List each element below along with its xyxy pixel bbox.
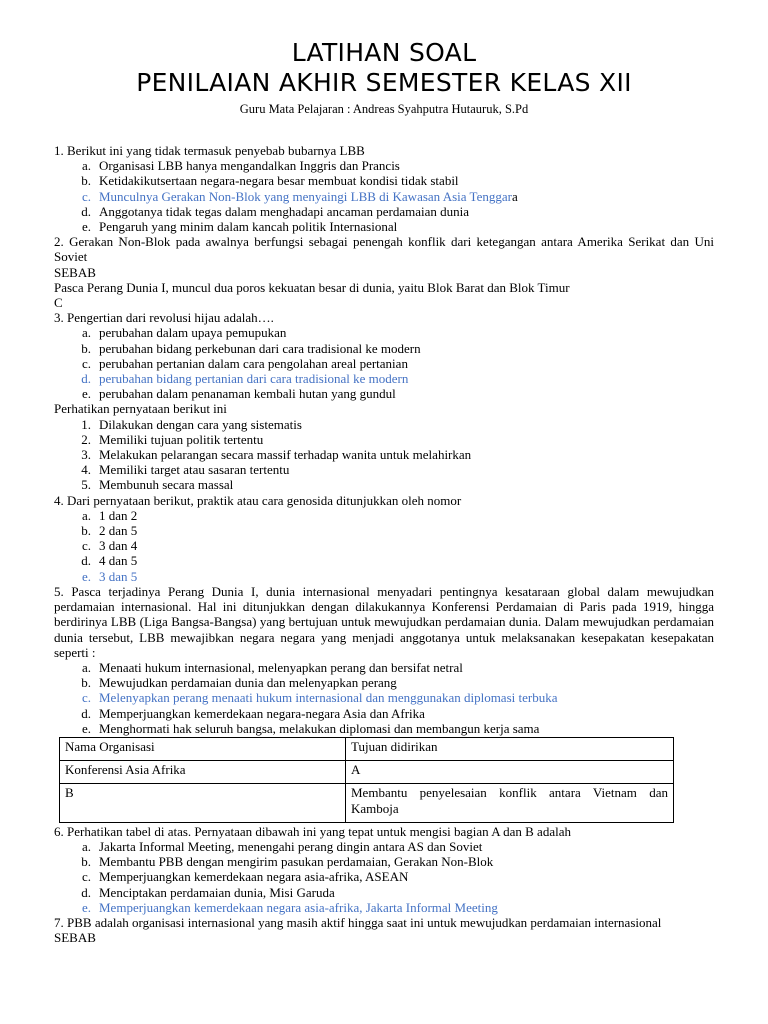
table-row [60,784,674,822]
q6-option-d: d. Menciptakan perdamaian dunia, Misi Garuda [81,884,335,900]
statements-intro: Perhatikan pernyataan berikut ini [54,401,227,417]
page-title [54,38,714,98]
table-cell: B [60,784,346,822]
question-2-statement: 2. Gerakan Non-Blok pada awalnya berfungsi sebagai penengah konflik dari ketegangan antara Amerika Serikat dan Uni Soviet [54,234,714,265]
question-7-statement: 7. PBB adalah organisasi internasional yang masih aktif hingga saat ini untuk mewujudkan perdamaian internasional [54,914,662,930]
teacher-line: Guru Mata Pelajaran : Andreas Syahputra Hutauruk, S.Pd [239,102,529,116]
statement-item-4: 4. Memiliki target atau sasaran tertentu [81,462,290,478]
q4-option-d: d. 4 dan 5 [81,553,138,569]
question-2-reason: Pasca Perang Dunia I, muncul dua poros kekuatan besar di dunia, yaitu Blok Barat dan Blok Timur [54,279,570,295]
question-4: 4. Dari pernyataan berikut, praktik atau cara genosida ditunjukkan oleh nomor [54,492,462,508]
statement-item-1: 1. Dilakukan dengan cara yang sistematis [81,416,302,432]
q3-option-e: e. perubahan dalam penanaman kembali hutan yang gundul [81,386,396,402]
statement-item-3: 3. Melakukan pelarangan secara massif terhadap wanita untuk melahirkan [81,447,472,463]
q1-option-b: b. Ketidakikutsertaan negara-negara besar membuat kondisi tidak stabil [81,173,459,189]
q6-option-a: a. Jakarta Informal Meeting, menengahi perang dingin antara AS dan Soviet [81,838,483,854]
q6-option-e: e. Memperjuangkan kemerdekaan negara asia-afrika, Jakarta Informal Meeting [81,899,498,915]
title-line-1: LATIHAN SOAL [291,38,477,67]
q4-option-c: c. 3 dan 4 [81,538,138,554]
table-header-cell: Nama Organisasi [60,737,346,760]
q3-option-d: d. perubahan bidang pertanian dari cara tradisional ke modern [81,371,409,387]
q1-option-a: a. Organisasi LBB hanya mengandalkan Inggris dan Prancis [81,158,400,174]
table-row [60,761,674,784]
table-cell: A [346,761,674,784]
q6-option-c: c. Memperjuangkan kemerdekaan negara asia-afrika, ASEAN [81,869,409,885]
statement-item-5: 5. Membunuh secara massal [81,477,234,493]
question-5: 5. Pasca terjadinya Perang Dunia I, dunia internasional menyadari pentingnya kesataraan global dalam mewujudkan perdamaian internasional. Hal ini ditunjukkan dengan dilakukannya Konferensi Perdamaian di Paris pada 1919, hingga berdirinya LBB (Liga Bangsa-Bangsa) yang bertujuan untuk mewujudkan perdamaian dunia. Dalam mewujudkan perdamaian dunia tersebut, LBB mewajibkan negara negara yang menjadi anggotanya untuk melaksanakan kesepakatan kesepakatan seperti : [54,583,714,660]
table-cell: Membantu penyelesaian konflik antara Vietnam dan Kamboja [346,784,674,822]
title-line-2: PENILAIAN AKHIR SEMESTER KELAS XII [136,68,632,97]
q5-option-d: d. Memperjuangkan kemerdekaan negara-negara Asia dan Afrika [81,705,425,721]
question-6: 6. Perhatikan tabel di atas. Pernyataan dibawah ini yang tepat untuk mengisi bagian A dan B adalah [54,823,571,839]
q3-option-c: c. perubahan pertanian dalam cara pengolahan areal pertanian [81,355,408,371]
statement-item-2: 2. Memiliki tujuan politik tertentu [81,431,264,447]
q5-option-e: e. Menghormati hak seluruh bangsa, melakukan diplomasi dan membangun kerja sama [81,720,540,736]
q5-option-b: b. Mewujudkan perdamaian dunia dan melenyapkan perang [81,675,397,691]
q1-option-d: d. Anggotanya tidak tegas dalam menghadapi ancaman perdamaian dunia [81,203,469,219]
q4-option-b: b. 2 dan 5 [81,523,138,539]
q1-option-e: e. Pengaruh yang minim dalam kancah politik Internasional [81,219,398,235]
question-2-answer: C [54,295,63,311]
table-header-row [60,737,674,760]
table-cell: Konferensi Asia Afrika [60,761,346,784]
q4-option-a: a. 1 dan 2 [81,507,138,523]
organization-table [59,737,674,823]
q1-option-c: c. Munculnya Gerakan Non-Blok yang menyaingi LBB di Kawasan Asia Tenggara [81,188,518,204]
q4-option-e: e. 3 dan 5 [81,568,138,584]
q5-option-a: a. Menaati hukum internasional, melenyapkan perang dan bersifat netral [81,659,463,675]
question-2-sebab: SEBAB [54,264,96,280]
question-1: 1. Berikut ini yang tidak termasuk penyebab bubarnya LBB [54,143,365,158]
q3-option-a: a. perubahan dalam upaya pemupukan [81,325,287,341]
q6-option-b: b. Membantu PBB dengan mengirim pasukan perdamaian, Gerakan Non-Blok [81,854,494,870]
table-header-cell: Tujuan didirikan [346,737,674,760]
q3-option-b: b. perubahan bidang perkebunan dari cara tradisional ke modern [81,340,421,356]
question-7-sebab: SEBAB [54,930,96,946]
question-3: 3. Pengertian dari revolusi hijau adalah…. [54,310,274,326]
q5-option-c: c. Melenyapkan perang menaati hukum internasional dan menggunakan diplomasi terbuka [81,690,558,706]
